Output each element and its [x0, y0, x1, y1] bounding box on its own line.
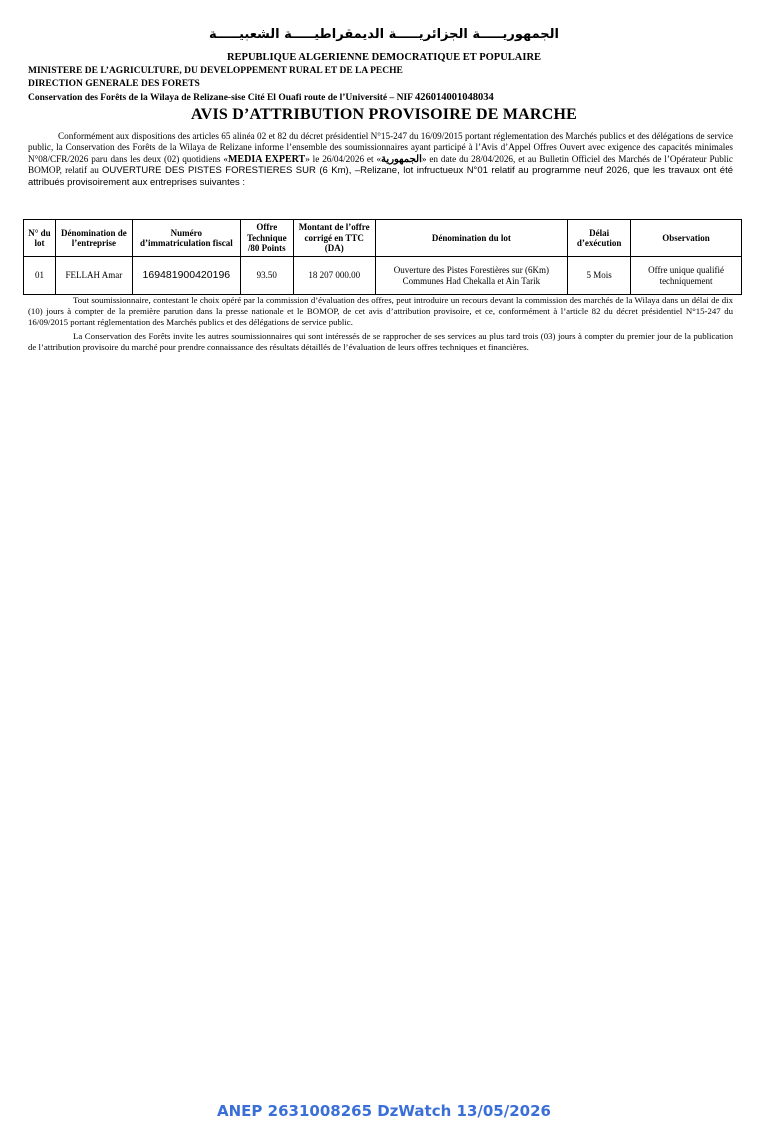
- cell-amount: 18 207 000.00: [293, 257, 375, 295]
- col-header-company: Dénomination de l’entreprise: [55, 220, 132, 257]
- direction-line: DIRECTION GENERALE DES FORETS: [28, 79, 200, 89]
- col-header-delay: Délai d’exécution: [568, 220, 631, 257]
- intro-part3: » en date du 28/04/2026, et au Bulletin Officiel des Marchés de l’Opérateur Public BOMOP, relatif au: [28, 153, 733, 176]
- col-header-technical: Offre Technique /80 Points: [240, 220, 293, 257]
- col-header-lot-no: N° du lot: [24, 220, 56, 257]
- cell-lot-no: 01: [24, 257, 56, 295]
- table-header-row: [24, 220, 742, 257]
- ministry-line: MINISTERE DE L’AGRICULTURE, DU DEVELOPPEMENT RURAL ET DE LA PECHE: [28, 66, 403, 76]
- recourse-paragraph: Tout soumissionnaire, contestant le choix opéré par la commission d’évaluation des offres, peut introduire un recours devant la commission des marchés de la Wilaya dans un délai de dix (10) jours à compter de la première parution dans la presse nationale et le BOMOP, de cet avis d’attribution provisoire, et ce, conformément à l’article 82 du décret présidentiel N°15-247 du 16/09/2015 portant réglementation des Marchés publics et des délégations de service public.: [28, 295, 733, 327]
- intro-part1: Conformément aux dispositions des articles 65 alinéa 02 et 82 du décret présidentiel N°15-247 du 16/09/2015 portant réglementation des Marchés publics et des délégations de service public, la Conservation des Forêts de la Wilaya de Relizane informe l’ensemble des soumissionnaires ayant participé à l’Avis d’Appel Offres Ouvert avec exigence des capacités minimales N°08/CFR/2026 paru dans les deux (02) quotidiens «: [28, 131, 733, 164]
- table-row: [24, 257, 742, 295]
- conservation-line: [28, 92, 494, 103]
- intro-paragraph: [28, 131, 733, 188]
- col-header-lot-name: Dénomination du lot: [375, 220, 568, 257]
- cell-tax-id: 169481900420196: [132, 257, 240, 295]
- intro-part2: » le 26/04/2026 et «: [305, 153, 382, 164]
- cell-technical: 93.50: [240, 257, 293, 295]
- newspaper-media-expert: MEDIA EXPERT: [227, 153, 306, 165]
- newspaper-el-djoumhouria: الجمهورية: [381, 153, 422, 165]
- republic-header: REPUBLIQUE ALGERIENNE DEMOCRATIQUE ET POPULAIRE: [226, 52, 542, 63]
- conservation-address: Conservation des Forêts de la Wilaya de Relizane-sise Cité El Ouafi route de l’Université – NIF: [28, 93, 413, 103]
- col-header-amount: Montant de l’offre corrigé en TTC (DA): [293, 220, 375, 257]
- col-header-observation: Observation: [631, 220, 742, 257]
- cell-delay: 5 Mois: [568, 257, 631, 295]
- invitation-paragraph: La Conservation des Forêts invite les autres soumissionnaires qui sont intéressés de se rapprocher de ses services au plus tard trois (03) jours à compter du premier jour de la publication de l’attribution provisoire du marché pour prendre connaissance des résultats détaillés de l’évaluation de leurs offres techniques et financières.: [28, 331, 733, 352]
- attribution-table: [23, 219, 742, 295]
- notice-title: AVIS D’ATTRIBUTION PROVISOIRE DE MARCHE: [191, 106, 577, 123]
- project-description: OUVERTURE DES PISTES FORESTIERES SUR (6 Km), –Relizane, lot infructueux N°01 relatif au programme neuf 2026, que les travaux ont été attribués provisoirement aux entreprises suivantes :: [28, 165, 734, 188]
- arabic-header: الجمهوريـــــة الجزائريـــــة الديمقراطيـــــة الشعبيـــــة: [208, 27, 559, 42]
- col-header-tax-id: Numéro d’immatriculation fiscal: [132, 220, 240, 257]
- cell-lot-name: Ouverture des Pistes Forestières sur (6Km) Communes Had Chekalla et Ain Tarik: [375, 257, 568, 295]
- cell-observation: Offre unique qualifié techniquement: [631, 257, 742, 295]
- footer-reference: ANEP 2631008265 DzWatch 13/05/2026: [217, 1102, 551, 1120]
- nif-number: 426014001048034: [415, 92, 494, 103]
- cell-company: FELLAH Amar: [55, 257, 132, 295]
